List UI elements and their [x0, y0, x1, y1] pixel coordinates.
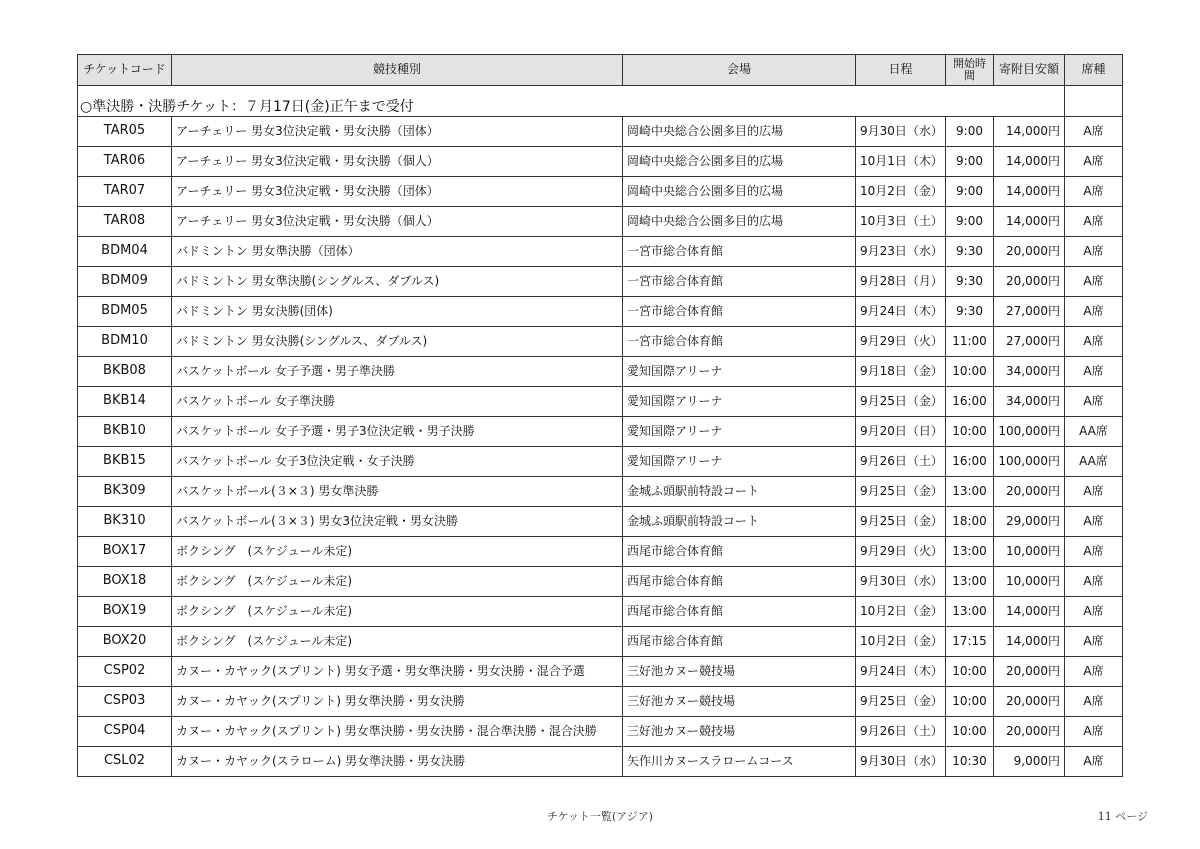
event-date: 9月25日（金）	[856, 387, 946, 417]
ticket-code: CSP02	[78, 657, 172, 687]
event-name: バスケットボール 女子3位決定戦・女子決勝	[172, 447, 623, 477]
start-time: 16:00	[946, 387, 994, 417]
event-date: 9月30日（水）	[856, 747, 946, 777]
event-date: 10月2日（金）	[856, 597, 946, 627]
event-date: 9月30日（水）	[856, 117, 946, 147]
donation-price: 27,000円	[994, 327, 1065, 357]
table-row	[78, 327, 1123, 357]
start-time: 11:00	[946, 327, 994, 357]
table-row	[78, 537, 1123, 567]
donation-price: 10,000円	[994, 567, 1065, 597]
donation-price: 27,000円	[994, 297, 1065, 327]
footer-title: チケット一覧(アジア)	[546, 810, 654, 823]
ticket-code: BKB14	[78, 387, 172, 417]
start-time: 10:30	[946, 747, 994, 777]
seat-type: A席	[1065, 567, 1123, 597]
table-row	[78, 117, 1123, 147]
event-name: バドミントン 男女準決勝（団体）	[172, 237, 623, 267]
ticket-code: TAR08	[78, 207, 172, 237]
event-name: カヌー・カヤック(スプリント) 男女準決勝・男女決勝	[172, 687, 623, 717]
venue-name: 愛知国際アリーナ	[623, 357, 856, 387]
venue-name: 西尾市総合体育館	[623, 537, 856, 567]
donation-price: 29,000円	[994, 507, 1065, 537]
event-name: アーチェリー 男女3位決定戦・男女決勝（団体）	[172, 177, 623, 207]
event-date: 10月1日（木）	[856, 147, 946, 177]
start-time: 9:00	[946, 177, 994, 207]
start-time: 16:00	[946, 447, 994, 477]
table-row	[78, 477, 1123, 507]
event-name: アーチェリー 男女3位決定戦・男女決勝（個人）	[172, 147, 623, 177]
event-name: ボクシング (スケジュール未定)	[172, 567, 623, 597]
start-time: 10:00	[946, 657, 994, 687]
seat-type: A席	[1065, 717, 1123, 747]
event-name: カヌー・カヤック(スプリント) 男女予選・男女準決勝・男女決勝・混合予選	[172, 657, 623, 687]
donation-price: 20,000円	[994, 657, 1065, 687]
start-time: 9:30	[946, 237, 994, 267]
donation-price: 14,000円	[994, 597, 1065, 627]
ticket-code: CSP04	[78, 717, 172, 747]
ticket-code: TAR05	[78, 117, 172, 147]
header-venue: 会場	[623, 55, 856, 86]
ticket-code: BDM05	[78, 297, 172, 327]
donation-price: 14,000円	[994, 207, 1065, 237]
donation-price: 9,000円	[994, 747, 1065, 777]
event-name: バスケットボール 女子予選・男子準決勝	[172, 357, 623, 387]
donation-price: 100,000円	[994, 447, 1065, 477]
ticket-code: CSP03	[78, 687, 172, 717]
ticket-sheet	[77, 54, 1122, 777]
table-row	[78, 597, 1123, 627]
venue-name: 一宮市総合体育館	[623, 267, 856, 297]
seat-type: A席	[1065, 327, 1123, 357]
venue-name: 三好池カヌー競技場	[623, 657, 856, 687]
ticket-code: BK309	[78, 477, 172, 507]
event-name: カヌー・カヤック(スラローム) 男女準決勝・男女決勝	[172, 747, 623, 777]
donation-price: 100,000円	[994, 417, 1065, 447]
donation-price: 34,000円	[994, 387, 1065, 417]
seat-type: A席	[1065, 597, 1123, 627]
event-date: 9月18日（金）	[856, 357, 946, 387]
event-name: ボクシング (スケジュール未定)	[172, 627, 623, 657]
event-name: アーチェリー 男女3位決定戦・男女決勝（個人）	[172, 207, 623, 237]
event-name: バスケットボール 女子予選・男子3位決定戦・男子決勝	[172, 417, 623, 447]
donation-price: 10,000円	[994, 537, 1065, 567]
event-name: カヌー・カヤック(スプリント) 男女準決勝・男女決勝・混合準決勝・混合決勝	[172, 717, 623, 747]
event-name: ボクシング (スケジュール未定)	[172, 597, 623, 627]
header-event: 競技種別	[172, 55, 623, 86]
seat-type: AA席	[1065, 447, 1123, 477]
seat-type: A席	[1065, 747, 1123, 777]
venue-name: 愛知国際アリーナ	[623, 447, 856, 477]
table-row	[78, 507, 1123, 537]
event-name: ボクシング (スケジュール未定)	[172, 537, 623, 567]
seat-type: A席	[1065, 627, 1123, 657]
start-time: 9:30	[946, 297, 994, 327]
venue-name: 三好池カヌー競技場	[623, 687, 856, 717]
ticket-code: BK310	[78, 507, 172, 537]
event-name: バスケットボール(３×３) 男女準決勝	[172, 477, 623, 507]
table-row	[78, 237, 1123, 267]
seat-type: A席	[1065, 537, 1123, 567]
venue-name: 愛知国際アリーナ	[623, 387, 856, 417]
ticket-code: BKB08	[78, 357, 172, 387]
table-row	[78, 567, 1123, 597]
section-empty-cell	[1065, 86, 1123, 117]
table-row	[78, 657, 1123, 687]
table-row	[78, 417, 1123, 447]
ticket-code: BDM04	[78, 237, 172, 267]
donation-price: 14,000円	[994, 627, 1065, 657]
seat-type: A席	[1065, 387, 1123, 417]
ticket-table	[77, 54, 1123, 777]
donation-price: 20,000円	[994, 717, 1065, 747]
header-seat: 席種	[1065, 55, 1123, 86]
ticket-code: TAR07	[78, 177, 172, 207]
table-row	[78, 717, 1123, 747]
start-time: 9:00	[946, 147, 994, 177]
event-date: 9月26日（土）	[856, 717, 946, 747]
venue-name: 一宮市総合体育館	[623, 237, 856, 267]
start-time: 9:00	[946, 117, 994, 147]
header-code: チケットコード	[78, 55, 172, 86]
event-date: 9月25日（金）	[856, 687, 946, 717]
venue-name: 一宮市総合体育館	[623, 297, 856, 327]
table-row	[78, 387, 1123, 417]
ticket-code: BKB10	[78, 417, 172, 447]
venue-name: 岡崎中央総合公園多目的広場	[623, 117, 856, 147]
event-date: 9月24日（木）	[856, 297, 946, 327]
ticket-code: BDM09	[78, 267, 172, 297]
header-date: 日程	[856, 55, 946, 86]
event-name: バドミントン 男女準決勝(シングルス、ダブルス)	[172, 267, 623, 297]
event-name: バスケットボール(３×３) 男女3位決定戦・男女決勝	[172, 507, 623, 537]
ticket-code: BKB15	[78, 447, 172, 477]
table-row	[78, 447, 1123, 477]
seat-type: A席	[1065, 237, 1123, 267]
donation-price: 20,000円	[994, 237, 1065, 267]
donation-price: 14,000円	[994, 117, 1065, 147]
ticket-code: TAR06	[78, 147, 172, 177]
page-number: 11 ページ	[1097, 810, 1148, 823]
venue-name: 西尾市総合体育館	[623, 597, 856, 627]
ticket-code: BOX20	[78, 627, 172, 657]
start-time: 10:00	[946, 717, 994, 747]
event-date: 9月30日（水）	[856, 567, 946, 597]
ticket-code: CSL02	[78, 747, 172, 777]
event-name: アーチェリー 男女3位決定戦・男女決勝（団体）	[172, 117, 623, 147]
seat-type: A席	[1065, 117, 1123, 147]
event-date: 9月20日（日）	[856, 417, 946, 447]
table-header-row	[78, 55, 1123, 86]
seat-type: A席	[1065, 507, 1123, 537]
start-time: 18:00	[946, 507, 994, 537]
event-date: 9月26日（土）	[856, 447, 946, 477]
section-row	[78, 86, 1123, 117]
start-time: 13:00	[946, 477, 994, 507]
header-price: 寄附目安額	[994, 55, 1065, 86]
event-name: バスケットボール 女子準決勝	[172, 387, 623, 417]
table-row	[78, 747, 1123, 777]
start-time: 9:00	[946, 207, 994, 237]
table-row	[78, 147, 1123, 177]
donation-price: 14,000円	[994, 147, 1065, 177]
seat-type: A席	[1065, 147, 1123, 177]
table-row	[78, 297, 1123, 327]
seat-type: A席	[1065, 297, 1123, 327]
event-date: 9月29日（火）	[856, 537, 946, 567]
ticket-code: BDM10	[78, 327, 172, 357]
seat-type: A席	[1065, 207, 1123, 237]
seat-type: AA席	[1065, 417, 1123, 447]
venue-name: 愛知国際アリーナ	[623, 417, 856, 447]
seat-type: A席	[1065, 177, 1123, 207]
start-time: 10:00	[946, 687, 994, 717]
start-time: 10:00	[946, 417, 994, 447]
seat-type: A席	[1065, 687, 1123, 717]
event-date: 9月25日（金）	[856, 507, 946, 537]
event-date: 9月23日（水）	[856, 237, 946, 267]
venue-name: 岡崎中央総合公園多目的広場	[623, 207, 856, 237]
section-title: ○準決勝・決勝チケット：７月17日(金)正午まで受付	[78, 86, 1065, 117]
venue-name: 岡崎中央総合公園多目的広場	[623, 147, 856, 177]
venue-name: 西尾市総合体育館	[623, 567, 856, 597]
seat-type: A席	[1065, 657, 1123, 687]
table-row	[78, 357, 1123, 387]
donation-price: 34,000円	[994, 357, 1065, 387]
venue-name: 一宮市総合体育館	[623, 327, 856, 357]
start-time: 10:00	[946, 357, 994, 387]
event-date: 9月28日（月）	[856, 267, 946, 297]
donation-price: 20,000円	[994, 477, 1065, 507]
start-time: 13:00	[946, 537, 994, 567]
table-body	[78, 86, 1123, 777]
event-date: 10月2日（金）	[856, 627, 946, 657]
start-time: 13:00	[946, 567, 994, 597]
header-start-time: 開始時間	[946, 55, 994, 86]
event-name: バドミントン 男女決勝(シングルス、ダブルス)	[172, 327, 623, 357]
venue-name: 西尾市総合体育館	[623, 627, 856, 657]
table-row	[78, 207, 1123, 237]
venue-name: 三好池カヌー競技場	[623, 717, 856, 747]
event-date: 9月25日（金）	[856, 477, 946, 507]
seat-type: A席	[1065, 477, 1123, 507]
start-time: 9:30	[946, 267, 994, 297]
ticket-code: BOX17	[78, 537, 172, 567]
venue-name: 金城ふ頭駅前特設コート	[623, 507, 856, 537]
start-time: 13:00	[946, 597, 994, 627]
table-row	[78, 687, 1123, 717]
ticket-code: BOX19	[78, 597, 172, 627]
donation-price: 20,000円	[994, 267, 1065, 297]
donation-price: 20,000円	[994, 687, 1065, 717]
table-row	[78, 267, 1123, 297]
venue-name: 岡崎中央総合公園多目的広場	[623, 177, 856, 207]
table-row	[78, 627, 1123, 657]
event-date: 9月24日（木）	[856, 657, 946, 687]
venue-name: 矢作川カヌースラロームコース	[623, 747, 856, 777]
seat-type: A席	[1065, 357, 1123, 387]
event-date: 10月2日（金）	[856, 177, 946, 207]
start-time: 17:15	[946, 627, 994, 657]
event-date: 9月29日（火）	[856, 327, 946, 357]
event-name: バドミントン 男女決勝(団体)	[172, 297, 623, 327]
seat-type: A席	[1065, 267, 1123, 297]
venue-name: 金城ふ頭駅前特設コート	[623, 477, 856, 507]
donation-price: 14,000円	[994, 177, 1065, 207]
event-date: 10月3日（土）	[856, 207, 946, 237]
ticket-code: BOX18	[78, 567, 172, 597]
table-row	[78, 177, 1123, 207]
